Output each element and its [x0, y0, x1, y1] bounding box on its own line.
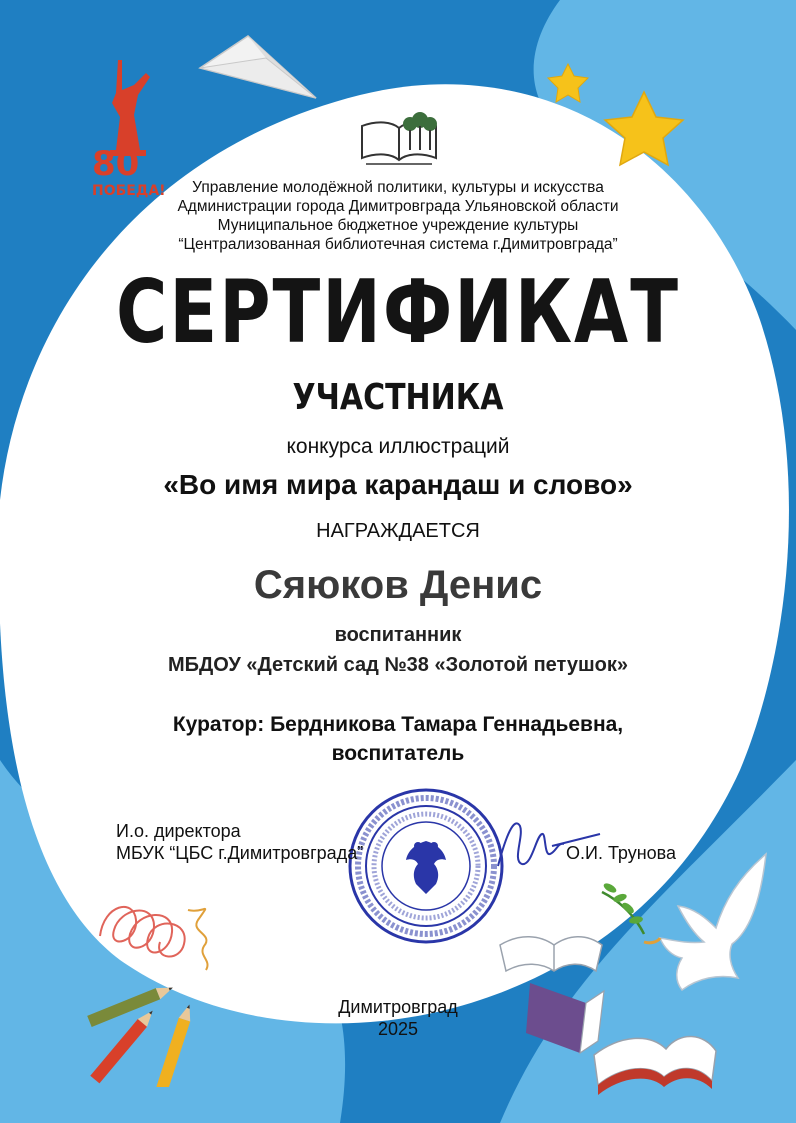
footer-city: Димитровград: [338, 997, 458, 1017]
org-line-4: “Централизованная библиотечная система г.Димитровграда”: [178, 236, 618, 253]
contest-label: конкурса иллюстраций: [286, 435, 510, 458]
badge-text: ПОБЕДА!: [92, 183, 166, 199]
paper-plane-icon: [196, 28, 320, 100]
signature-scribble-icon: [492, 806, 602, 876]
org-line-2: Администрации города Димитровграда Ульяновской области: [177, 198, 619, 215]
certificate-subtitle: УЧАСТНИКА: [292, 376, 504, 419]
signature-position-line-2: МБУК “ЦБС г.Димитровграда”: [116, 843, 364, 863]
recipient-role: воспитанник: [334, 624, 462, 646]
curator-line-2: воспитатель: [331, 742, 465, 765]
scribble-doodle-icon: [94, 890, 224, 982]
signature-position: [116, 820, 363, 864]
badge-number: 80: [92, 144, 140, 184]
signature-name: О.И. Трунова: [566, 843, 677, 863]
awarded-label: НАГРАЖДАЕТСЯ: [316, 520, 480, 542]
org-line-3: Муниципальное бюджетное учреждение культуры: [217, 217, 579, 234]
official-stamp-icon: [346, 786, 506, 946]
org-line-1: Управление молодёжной политики, культуры и искусства: [192, 179, 604, 196]
recipient-name: Сяюков Денис: [253, 563, 543, 607]
contest-name: «Во имя мира карандаш и слово»: [163, 469, 633, 500]
curator-line-1: Куратор: Бердникова Тамара Геннадьевна,: [172, 713, 624, 736]
institution: МБДОУ «Детский сад №38 «Золотой петушок»: [168, 654, 628, 676]
certificate-title: СЕРТИФИКАТ: [116, 260, 680, 364]
library-logo-icon: [358, 108, 440, 170]
signature-position-line-1: И.о. директора: [116, 821, 241, 841]
stars-icon: [546, 62, 686, 177]
peace-dove-icon: [598, 848, 778, 1008]
footer-year: 2025: [377, 1019, 419, 1039]
